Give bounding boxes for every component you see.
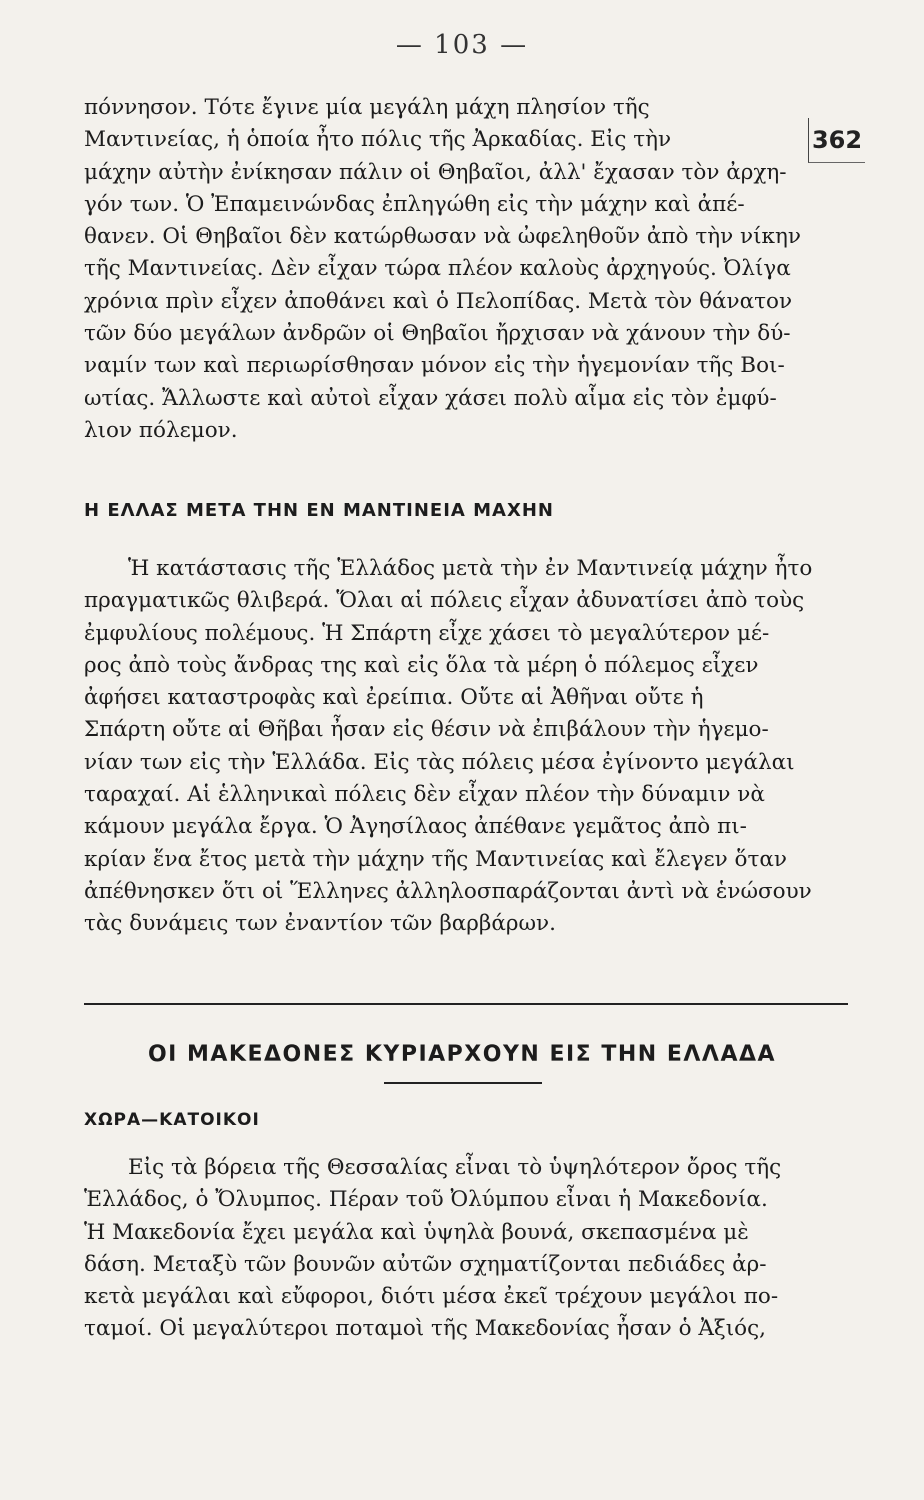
text-line: ωτίας. Ἄλλωστε καὶ αὐτοὶ εἶχαν χάσει πολὺ αἷμα εἰς τὸν ἐμφύ- [84,385,777,411]
text-line: Μαντινείας, ἡ ὁποία ἦτο πόλις τῆς Ἀρκαδίας. Εἰς τὴν [84,127,672,153]
text-line: ρος ἀπὸ τοὺς ἄνδρας της καὶ εἰς ὅλα τὰ μέρη ὁ πόλεμος εἶχεν [84,652,759,678]
text-line: μάχην αὐτὴν ἐνίκησαν πάλιν οἱ Θηβαῖοι, ἀλλ' ἔχασαν τὸν ἀρχη- [84,159,787,185]
text-line: πραγματικῶς θλιβερά. Ὅλαι αἱ πόλεις εἶχαν ἀδυνατίσει ἀπὸ τοὺς [84,588,805,614]
text-line: τὰς δυνάμεις των ἐναντίον τῶν βαρβάρων. [84,911,556,937]
title-underline [384,1082,542,1084]
text-line: δάση. Μεταξὺ τῶν βουνῶν αὐτῶν σχηματίζονται πεδιάδες ἀρ- [84,1251,767,1277]
text-line: ναμίν των καὶ περιωρίσθησαν μόνον εἰς τὴν ἡγεμονίαν τῆς Βοι- [84,353,785,379]
text-line: λιον πόλεμον. [84,417,238,443]
text-line: Εἰς τὰ βόρεια τῆς Θεσσαλίας εἶναι τὸ ὑψηλότερον ὄρος τῆς [128,1155,782,1180]
text-line: Ἑλλάδος, ὁ Ὄλυμπος. Πέραν τοῦ Ὀλύμπου εἶναι ἡ Μακεδονία. [84,1187,768,1213]
text-line: ἀπέθνησκεν ὅτι οἱ Ἕλληνες ἀλληλοσπαράζονται ἀντὶ νὰ ἑνώσουν [84,878,812,904]
text-line: τῶν δύο μεγάλων ἀνδρῶν οἱ Θηβαῖοι ἤρχισαν νὰ χάνουν τὴν δύ- [84,321,791,347]
text-line: Ἡ Μακεδονία ἔχει μεγάλα καὶ ὑψηλὰ βουνά, σκεπασμένα μὲ [84,1219,749,1245]
text-line: νίαν των εἰς τὴν Ἑλλάδα. Εἰς τὰς πόλεις μέσα ἐγίνοντο μεγάλαι [84,749,795,775]
subsection-heading: ΧΩΡΑ—ΚΑΤΟΙΚΟΙ [84,1110,260,1130]
text-line: κετὰ μεγάλαι καὶ εὔφοροι, διότι μέσα ἐκεῖ τρέχουν μεγάλοι πο- [84,1284,779,1310]
page-number: — 103 — [395,30,529,60]
text-line: Σπάρτη οὔτε αἱ Θῆβαι ἦσαν εἰς θέσιν νὰ ἐπιβάλουν τὴν ἡγεμο- [84,717,769,743]
paragraph-mantineia-battle [84,92,848,447]
text-line: ταμοί. Οἱ μεγαλύτεροι ποταμοὶ τῆς Μακεδονίας ἦσαν ὁ Ἀξιός, [84,1316,766,1342]
paragraph-macedonia-land [84,1152,854,1346]
text-line: Ἡ κατάστασις τῆς Ἑλλάδος μετὰ τὴν ἐν Μαντινείᾳ μάχην ἦτο [128,556,813,581]
text-line: τῆς Μαντινείας. Δὲν εἶχαν τώρα πλέον καλοὺς ἀρχηγούς. Ὀλίγα [84,256,791,282]
text-line: πόννησον. Τότε ἔγινε μία μεγάλη μάχη πλησίον τῆς [84,95,650,120]
text-line: ταραχαί. Αἱ ἑλληνικαὶ πόλεις δὲν εἶχαν πλέον τὴν δύναμιν νὰ [84,782,765,808]
text-line: θανεν. Οἱ Θηβαῖοι δὲν κατώρθωσαν νὰ ὠφεληθοῦν ἀπὸ τὴν νίκην [84,224,801,250]
text-line: χρόνια πρὶν εἶχεν ἀποθάνει καὶ ὁ Πελοπίδας. Μετὰ τὸν θάνατον [84,288,793,314]
text-line: κάμουν μεγάλα ἔργα. Ὁ Ἀγησίλαος ἀπέθανε γεμᾶτος ἀπὸ πι- [84,814,747,840]
paragraph-greece-after-battle [84,553,848,941]
text-line: ἀφήσει καταστροφὰς καὶ ἐρείπια. Οὔτε αἱ Ἀθῆναι οὔτε ἡ [84,685,704,711]
text-line: κρίαν ἕνα ἔτος μετὰ τὴν μάχην τῆς Μαντινείας καὶ ἔλεγεν ὅταν [84,846,787,872]
text-line: γόν των. Ὁ Ἐπαμεινώνδας ἐπληγώθη εἰς τὴν μάχην καὶ ἀπέ- [84,191,745,217]
margin-note: 362 [808,118,865,163]
text-line: ἐμφυλίους πολέμους. Ἡ Σπάρτη εἶχε χάσει τὸ μεγαλύτερον μέ- [84,620,770,646]
section-divider [84,1003,848,1005]
section-heading: Η ΕΛΛΑΣ ΜΕΤΑ ΤΗΝ ΕΝ ΜΑΝΤΙΝΕΙΑ ΜΑΧΗΝ [84,500,554,521]
chapter-title: ΟΙ ΜΑΚΕΔΟΝΕΣ ΚΥΡΙΑΡΧΟΥΝ ΕΙΣ ΤΗΝ ΕΛΛΑΔΑ [147,1042,777,1067]
